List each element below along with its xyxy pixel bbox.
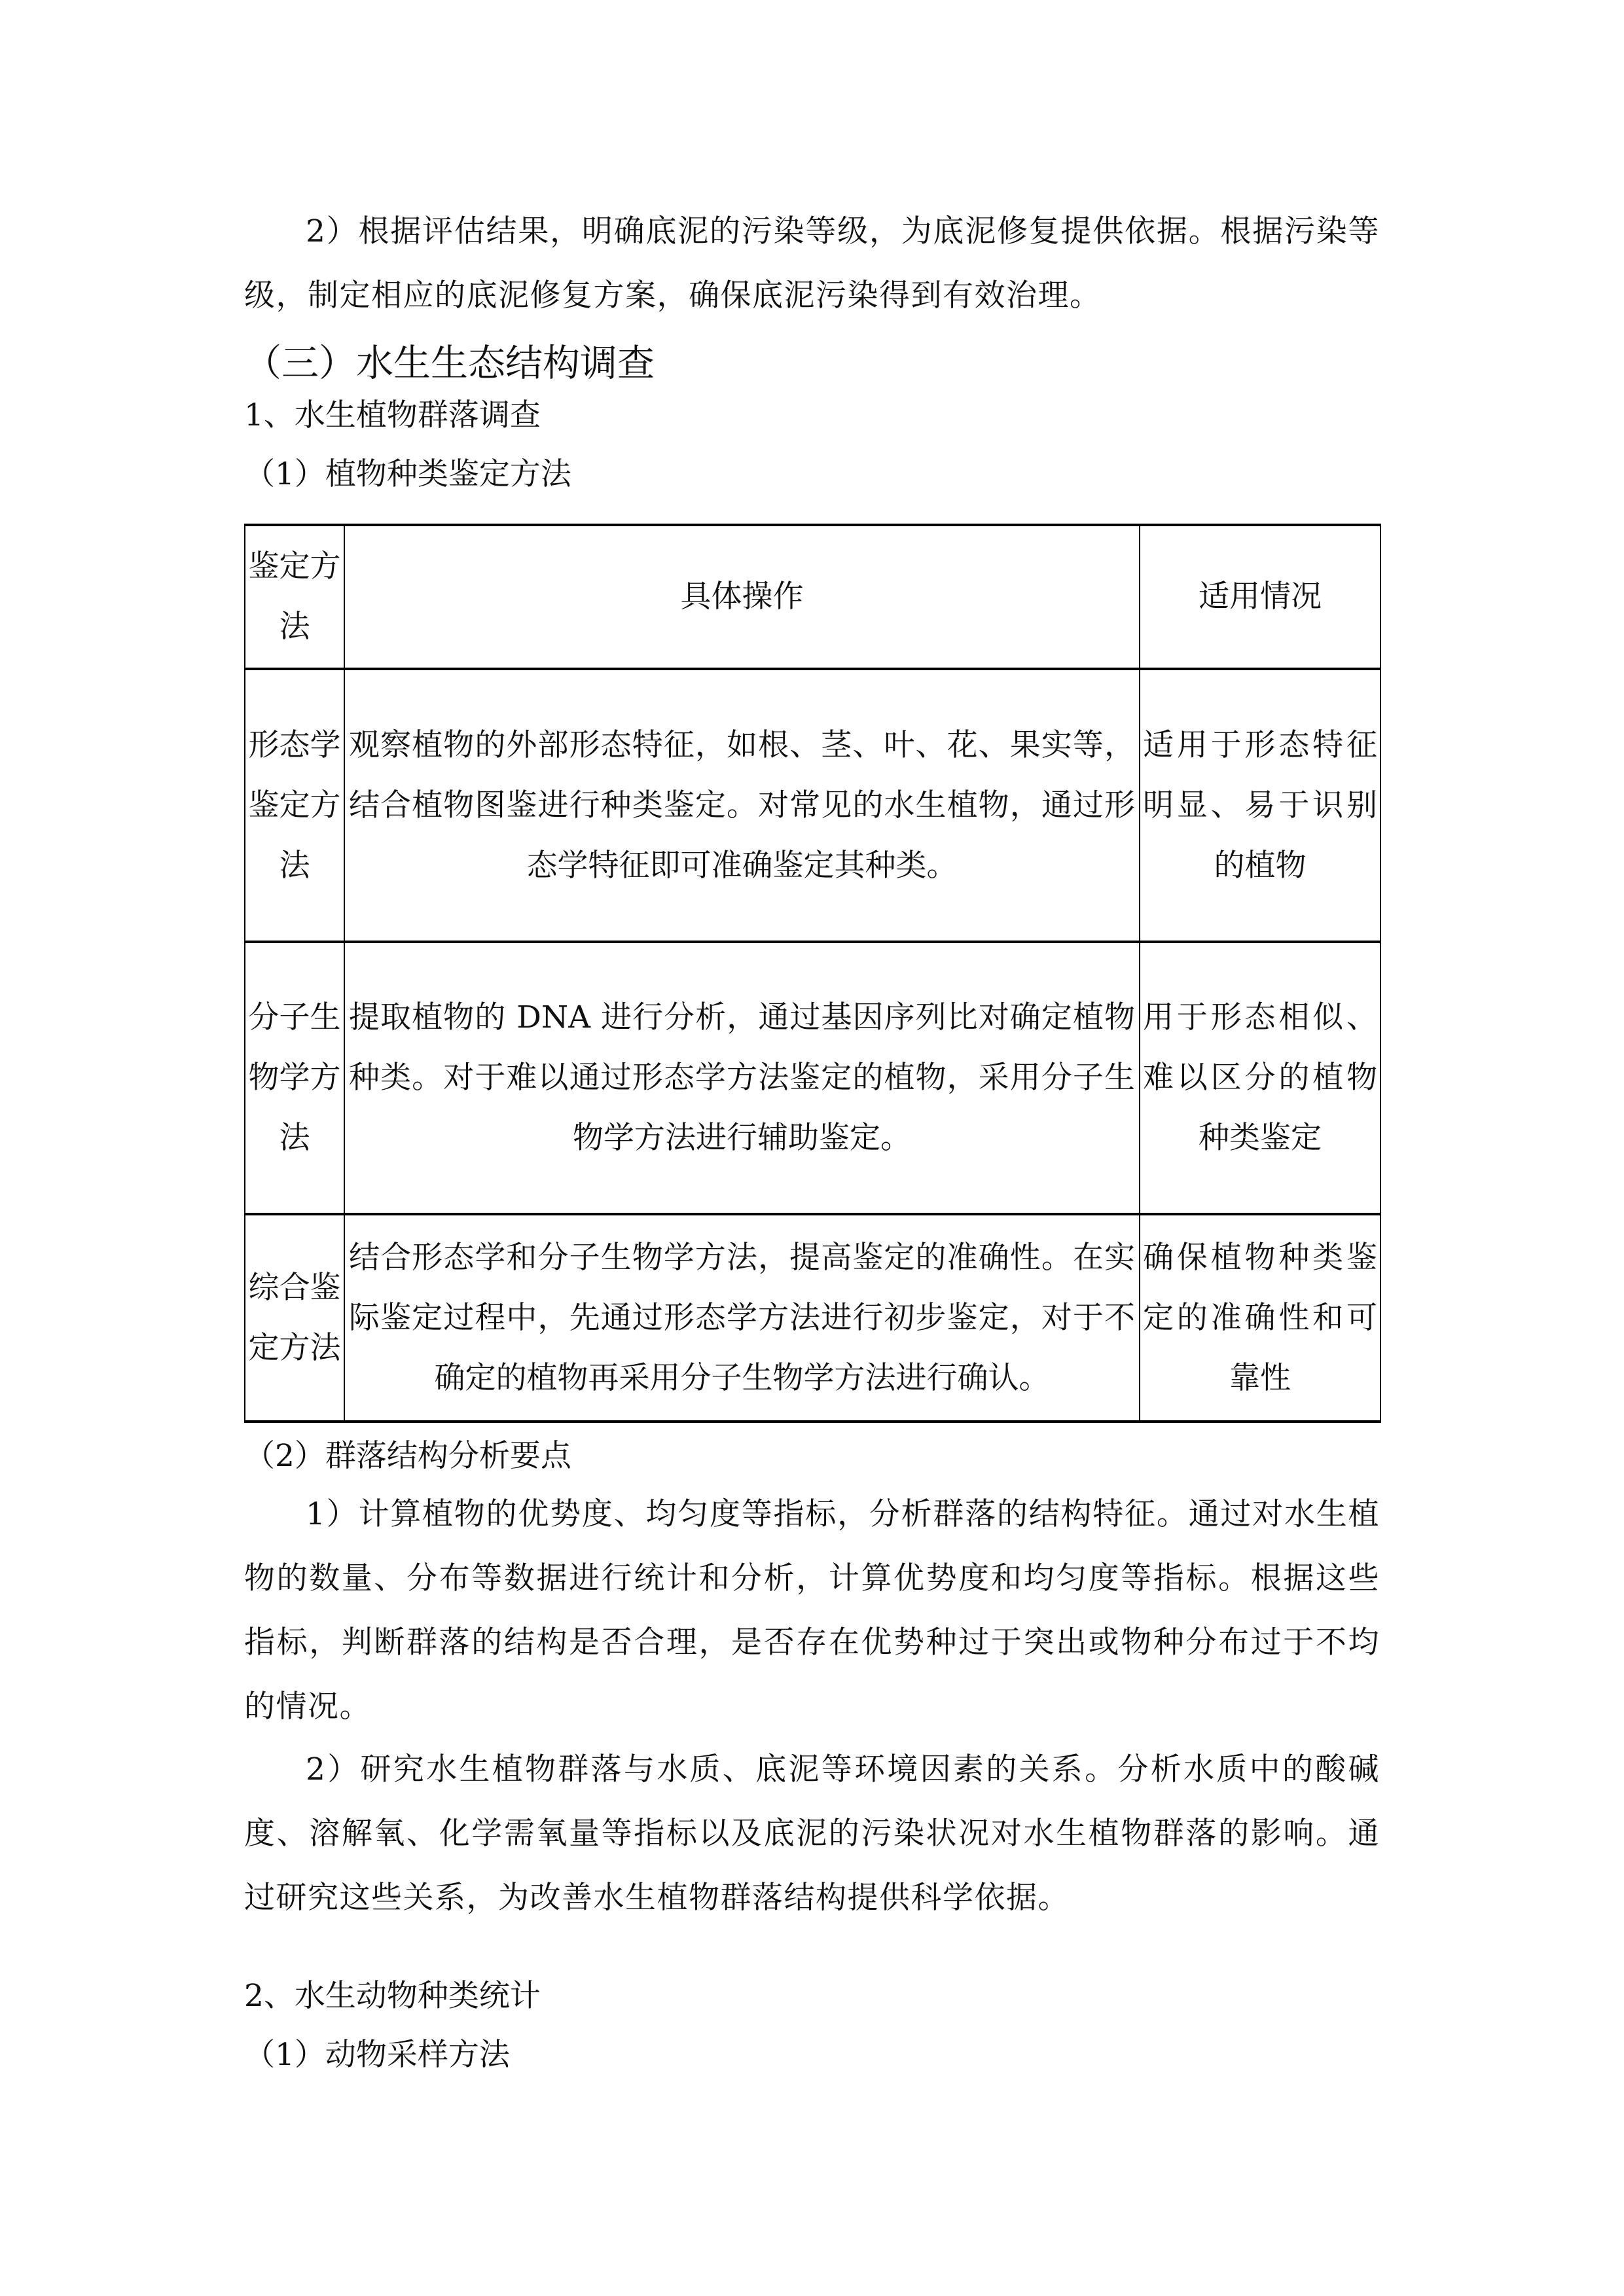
cell-method: 分子生物学方法 [245,942,344,1214]
paragraph-environment-relationship: 2）研究水生植物群落与水质、底泥等环境因素的关系。分析水质中的酸碱度、溶解氧、化学需氧量等指标以及底泥的污染状况对水生植物群落的影响。通过研究这些关系，为改善水生植物群落结构提供科学依据。 [244,1751,1380,1916]
identification-methods-table [244,524,1381,1423]
table-header-row [245,525,1380,669]
subsection-heading-aquatic-plants: 1、水生植物群落调查 [244,397,541,433]
header-applicability: 适用情况 [1140,525,1380,669]
item-heading-animal-sampling: （1）动物采样方法 [244,2037,510,2073]
cell-applicability: 确保植物种类鉴定的准确性和可靠性 [1140,1214,1380,1422]
table-row [245,1214,1380,1422]
table-row [245,669,1380,942]
cell-method: 形态学鉴定方法 [245,669,344,942]
paragraph-sediment-remediation: 2）根据评估结果，明确底泥的污染等级，为底泥修复提供依据。根据污染等级，制定相应的底泥修复方案，确保底泥污染得到有效治理。 [244,213,1380,314]
header-operation: 具体操作 [344,525,1140,669]
cell-operation: 提取植物的 DNA 进行分析，通过基因序列比对确定植物种类。对于难以通过形态学方法鉴定的植物，采用分子生物学方法进行辅助鉴定。 [344,942,1140,1214]
item-heading-community-structure: （2）群落结构分析要点 [244,1438,571,1474]
cell-applicability: 用于形态相似、难以区分的植物种类鉴定 [1140,942,1380,1214]
table-row [245,942,1380,1214]
subsection-heading-aquatic-animals: 2、水生动物种类统计 [244,1978,541,2014]
paragraph-dominance-analysis: 1）计算植物的优势度、均匀度等指标，分析群落的结构特征。通过对水生植物的数量、分布等数据进行统计和分析，计算优势度和均匀度等指标。根据这些指标，判断群落的结构是否合理，是否存在优势种过于突出或物种分布过于不均的情况。 [244,1496,1380,1725]
item-heading-identification-methods: （1）植物种类鉴定方法 [244,456,571,492]
header-method: 鉴定方法 [245,525,344,669]
cell-operation: 结合形态学和分子生物学方法，提高鉴定的准确性。在实际鉴定过程中，先通过形态学方法进行初步鉴定，对于不确定的植物再采用分子生物学方法进行确认。 [344,1214,1140,1422]
cell-operation: 观察植物的外部形态特征，如根、茎、叶、花、果实等，结合植物图鉴进行种类鉴定。对常见的水生植物，通过形态学特征即可准确鉴定其种类。 [344,669,1140,942]
cell-applicability: 适用于形态特征明显、易于识别的植物 [1140,669,1380,942]
section-heading-aquatic-ecology: （三）水生生态结构调查 [244,342,655,385]
cell-method: 综合鉴定方法 [245,1214,344,1422]
